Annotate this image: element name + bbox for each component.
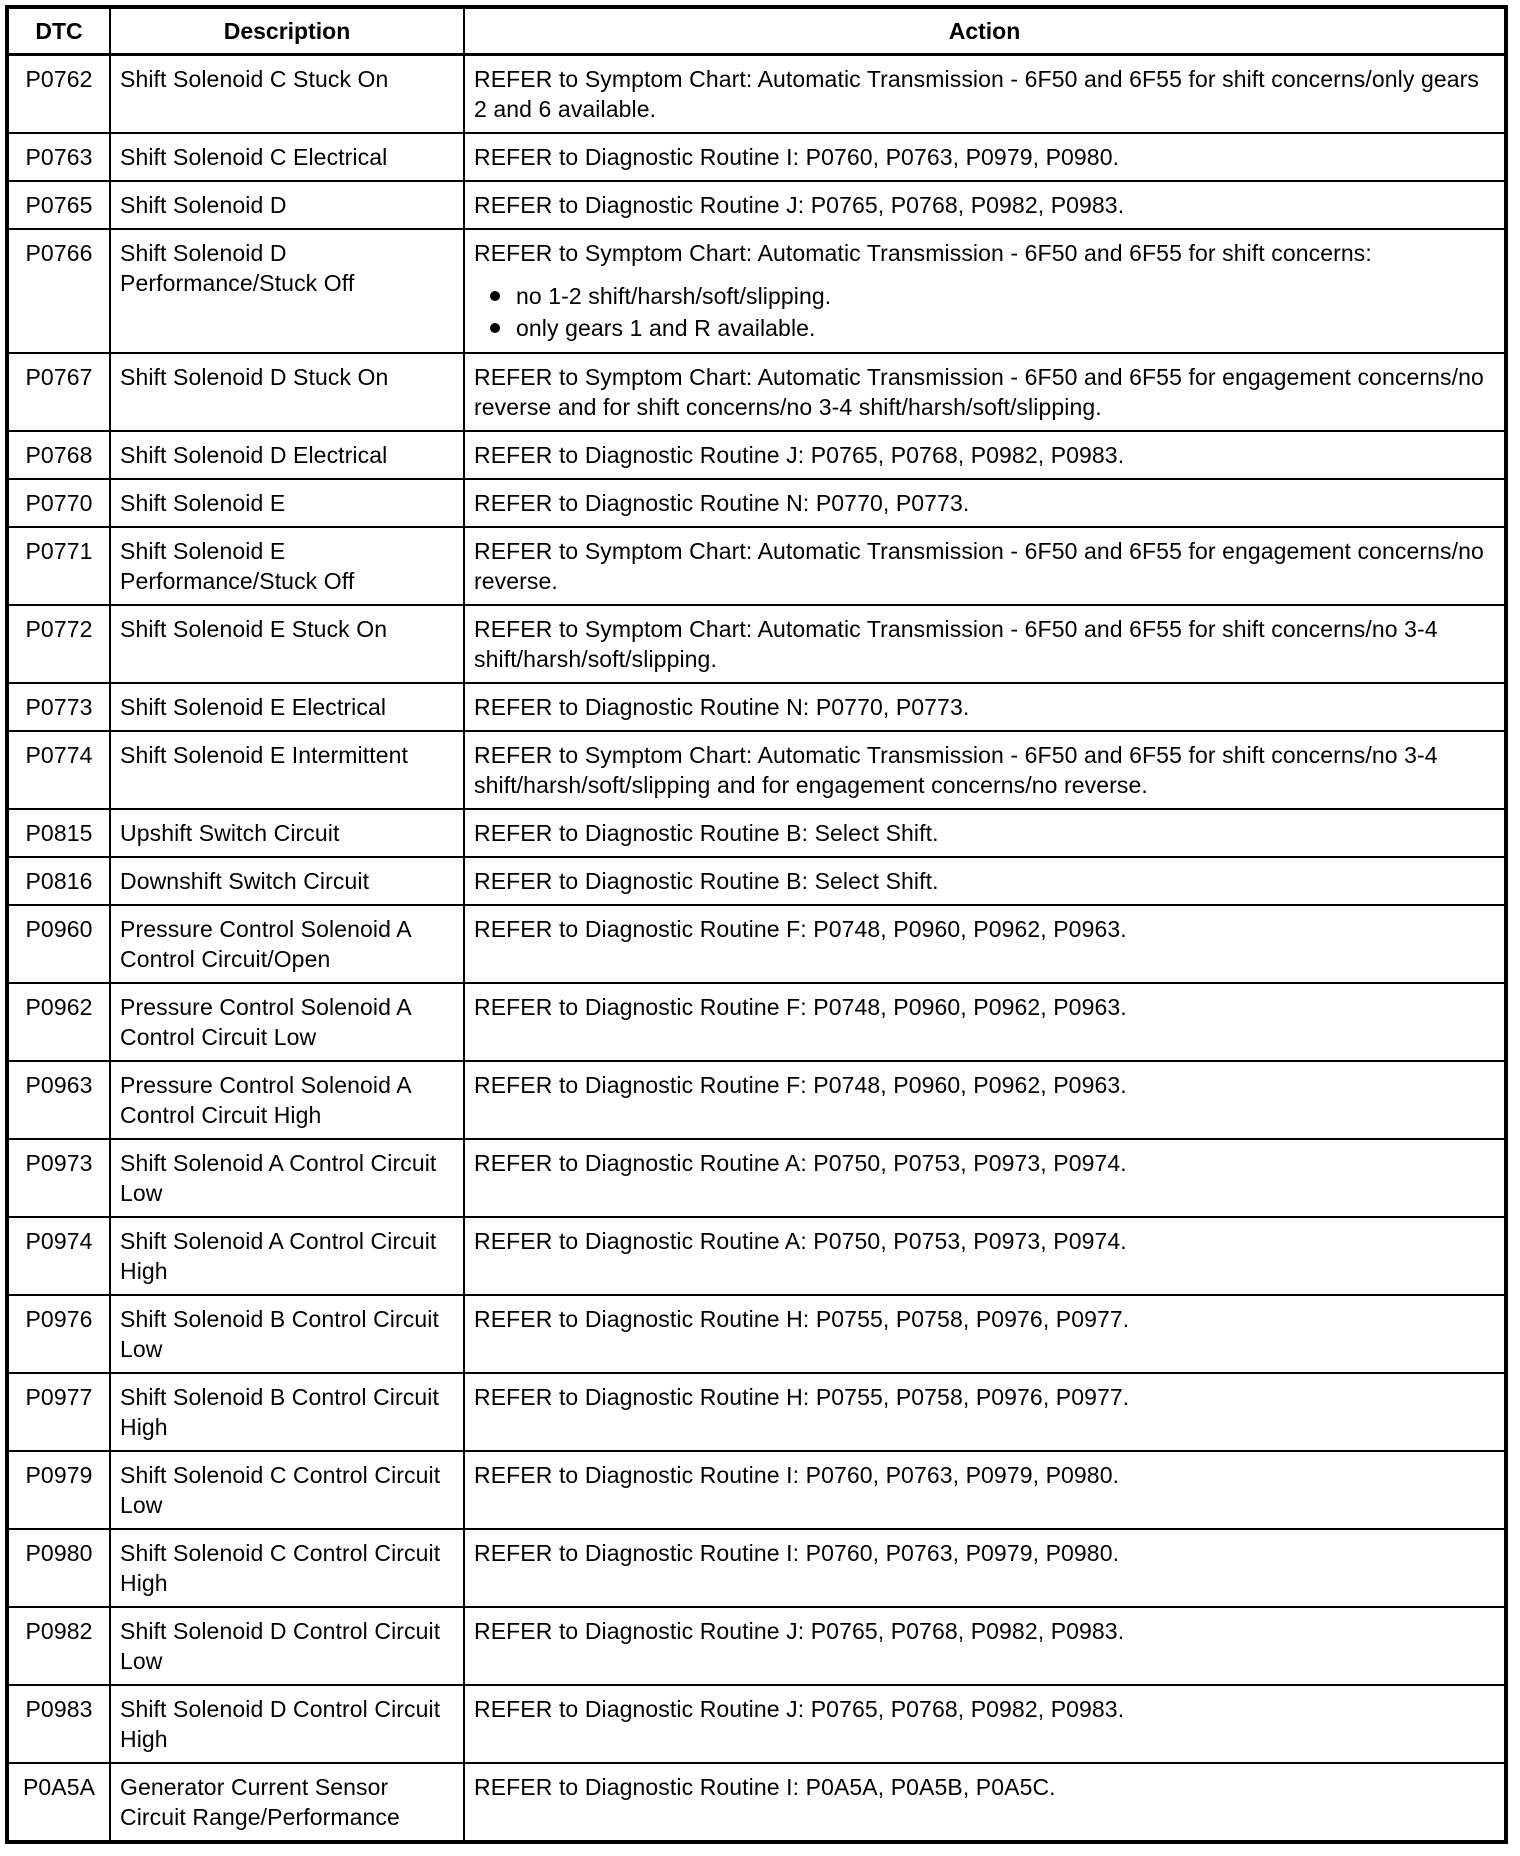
- header-description: Description: [110, 7, 464, 55]
- dtc-code: P0774: [7, 731, 110, 809]
- dtc-action: REFER to Diagnostic Routine J: P0765, P0768, P0982, P0983.: [464, 181, 1506, 229]
- dtc-description: Upshift Switch Circuit: [110, 809, 464, 857]
- dtc-code: P0974: [7, 1217, 110, 1295]
- bullet-icon: [490, 323, 500, 333]
- dtc-code: P0768: [7, 431, 110, 479]
- table-row: [7, 857, 1506, 905]
- dtc-code: P0770: [7, 479, 110, 527]
- dtc-action: REFER to Diagnostic Routine J: P0765, P0768, P0982, P0983.: [464, 1685, 1506, 1763]
- dtc-description: Shift Solenoid D Electrical: [110, 431, 464, 479]
- dtc-description: Shift Solenoid C Stuck On: [110, 55, 464, 134]
- table-row: [7, 1763, 1506, 1842]
- bullet-icon: [490, 291, 500, 301]
- dtc-action: REFER to Diagnostic Routine N: P0770, P0773.: [464, 479, 1506, 527]
- table-header-row: [7, 7, 1506, 55]
- table-row: [7, 809, 1506, 857]
- dtc-action: REFER to Diagnostic Routine N: P0770, P0773.: [464, 683, 1506, 731]
- dtc-action: REFER to Symptom Chart: Automatic Transmission - 6F50 and 6F55 for engagement concerns/no reverse.: [464, 527, 1506, 605]
- dtc-description: Shift Solenoid D Performance/Stuck Off: [110, 229, 464, 353]
- dtc-description: Shift Solenoid A Control Circuit High: [110, 1217, 464, 1295]
- dtc-description: Shift Solenoid D Control Circuit Low: [110, 1607, 464, 1685]
- dtc-action: REFER to Diagnostic Routine I: P0A5A, P0A5B, P0A5C.: [464, 1763, 1506, 1842]
- table-row: [7, 605, 1506, 683]
- table-body: [7, 55, 1506, 1843]
- dtc-description: Shift Solenoid D Stuck On: [110, 353, 464, 431]
- table-row: [7, 353, 1506, 431]
- table-row: [7, 1217, 1506, 1295]
- dtc-code: P0763: [7, 133, 110, 181]
- dtc-action: REFER to Diagnostic Routine H: P0755, P0758, P0976, P0977.: [464, 1295, 1506, 1373]
- dtc-description: Pressure Control Solenoid A Control Circuit Low: [110, 983, 464, 1061]
- table-row: [7, 55, 1506, 134]
- table-row: [7, 1529, 1506, 1607]
- dtc-code: P0771: [7, 527, 110, 605]
- dtc-description: Shift Solenoid C Electrical: [110, 133, 464, 181]
- table-row: [7, 479, 1506, 527]
- dtc-code: P0963: [7, 1061, 110, 1139]
- dtc-code: P0979: [7, 1451, 110, 1529]
- table-row: [7, 905, 1506, 983]
- dtc-code: P0977: [7, 1373, 110, 1451]
- table-row: [7, 983, 1506, 1061]
- table-row: [7, 731, 1506, 809]
- dtc-action: REFER to Diagnostic Routine F: P0748, P0960, P0962, P0963.: [464, 1061, 1506, 1139]
- action-bullet-list: [474, 280, 1496, 344]
- dtc-description: Pressure Control Solenoid A Control Circuit High: [110, 1061, 464, 1139]
- dtc-code: P0765: [7, 181, 110, 229]
- dtc-description: Shift Solenoid D Control Circuit High: [110, 1685, 464, 1763]
- header-dtc: DTC: [7, 7, 110, 55]
- dtc-code: P0983: [7, 1685, 110, 1763]
- dtc-code: P0A5A: [7, 1763, 110, 1842]
- dtc-action: REFER to Diagnostic Routine F: P0748, P0960, P0962, P0963.: [464, 905, 1506, 983]
- dtc-description: Pressure Control Solenoid A Control Circuit/Open: [110, 905, 464, 983]
- dtc-description: Downshift Switch Circuit: [110, 857, 464, 905]
- dtc-description: Shift Solenoid E Electrical: [110, 683, 464, 731]
- dtc-action: REFER to Diagnostic Routine H: P0755, P0758, P0976, P0977.: [464, 1373, 1506, 1451]
- dtc-description: Shift Solenoid B Control Circuit Low: [110, 1295, 464, 1373]
- dtc-action: REFER to Diagnostic Routine I: P0760, P0763, P0979, P0980.: [464, 133, 1506, 181]
- dtc-action: REFER to Diagnostic Routine F: P0748, P0960, P0962, P0963.: [464, 983, 1506, 1061]
- dtc-code: P0976: [7, 1295, 110, 1373]
- dtc-description: Shift Solenoid A Control Circuit Low: [110, 1139, 464, 1217]
- dtc-action: REFER to Symptom Chart: Automatic Transmission - 6F50 and 6F55 for shift concerns/no 3-4 shift/harsh/soft/slipping and for engagement concerns/no reverse.: [464, 731, 1506, 809]
- dtc-action: REFER to Symptom Chart: Automatic Transmission - 6F50 and 6F55 for shift concerns/no 3-4 shift/harsh/soft/slipping.: [464, 605, 1506, 683]
- dtc-action: REFER to Diagnostic Routine J: P0765, P0768, P0982, P0983.: [464, 1607, 1506, 1685]
- action-bullet-item: [474, 312, 1496, 344]
- dtc-action: REFER to Diagnostic Routine I: P0760, P0763, P0979, P0980.: [464, 1529, 1506, 1607]
- dtc-code: P0762: [7, 55, 110, 134]
- dtc-description: Shift Solenoid E Performance/Stuck Off: [110, 527, 464, 605]
- table-row: [7, 527, 1506, 605]
- bullet-text: only gears 1 and R available.: [516, 315, 816, 341]
- table-row: [7, 1607, 1506, 1685]
- dtc-code: P0767: [7, 353, 110, 431]
- dtc-code: P0815: [7, 809, 110, 857]
- dtc-action: REFER to Diagnostic Routine A: P0750, P0753, P0973, P0974.: [464, 1139, 1506, 1217]
- dtc-description: Shift Solenoid C Control Circuit Low: [110, 1451, 464, 1529]
- dtc-code: P0766: [7, 229, 110, 353]
- dtc-action: REFER to Diagnostic Routine B: Select Shift.: [464, 857, 1506, 905]
- dtc-action: REFER to Diagnostic Routine J: P0765, P0768, P0982, P0983.: [464, 431, 1506, 479]
- table-row: [7, 1451, 1506, 1529]
- dtc-action: REFER to Diagnostic Routine A: P0750, P0753, P0973, P0974.: [464, 1217, 1506, 1295]
- dtc-code: P0960: [7, 905, 110, 983]
- dtc-code: P0973: [7, 1139, 110, 1217]
- table-row: [7, 133, 1506, 181]
- table-row: [7, 683, 1506, 731]
- dtc-table: [5, 5, 1508, 1844]
- dtc-description: Shift Solenoid E: [110, 479, 464, 527]
- dtc-action-text: REFER to Symptom Chart: Automatic Transmission - 6F50 and 6F55 for shift concerns:: [474, 240, 1372, 266]
- action-bullet-item: [474, 280, 1496, 312]
- dtc-code: P0962: [7, 983, 110, 1061]
- table-row: [7, 431, 1506, 479]
- dtc-code: P0982: [7, 1607, 110, 1685]
- dtc-description: Shift Solenoid B Control Circuit High: [110, 1373, 464, 1451]
- table-row: [7, 1061, 1506, 1139]
- dtc-action: REFER to Diagnostic Routine B: Select Shift.: [464, 809, 1506, 857]
- dtc-code: P0773: [7, 683, 110, 731]
- table-row: [7, 1139, 1506, 1217]
- table-row: [7, 1373, 1506, 1451]
- bullet-text: no 1-2 shift/harsh/soft/slipping.: [516, 283, 832, 309]
- dtc-description: Shift Solenoid C Control Circuit High: [110, 1529, 464, 1607]
- dtc-code: P0772: [7, 605, 110, 683]
- dtc-description: Shift Solenoid E Stuck On: [110, 605, 464, 683]
- dtc-code: P0980: [7, 1529, 110, 1607]
- dtc-description: Shift Solenoid D: [110, 181, 464, 229]
- table-row: [7, 181, 1506, 229]
- dtc-code: P0816: [7, 857, 110, 905]
- dtc-action: [464, 229, 1506, 353]
- table-row: [7, 1685, 1506, 1763]
- table-row: [7, 229, 1506, 353]
- table-row: [7, 1295, 1506, 1373]
- dtc-action: REFER to Symptom Chart: Automatic Transmission - 6F50 and 6F55 for engagement concerns/no reverse and for shift concerns/no 3-4 shift/harsh/soft/slipping.: [464, 353, 1506, 431]
- header-action: Action: [464, 7, 1506, 55]
- dtc-action: REFER to Symptom Chart: Automatic Transmission - 6F50 and 6F55 for shift concerns/only gears 2 and 6 available.: [464, 55, 1506, 134]
- dtc-description: Shift Solenoid E Intermittent: [110, 731, 464, 809]
- dtc-description: Generator Current Sensor Circuit Range/Performance: [110, 1763, 464, 1842]
- dtc-action: REFER to Diagnostic Routine I: P0760, P0763, P0979, P0980.: [464, 1451, 1506, 1529]
